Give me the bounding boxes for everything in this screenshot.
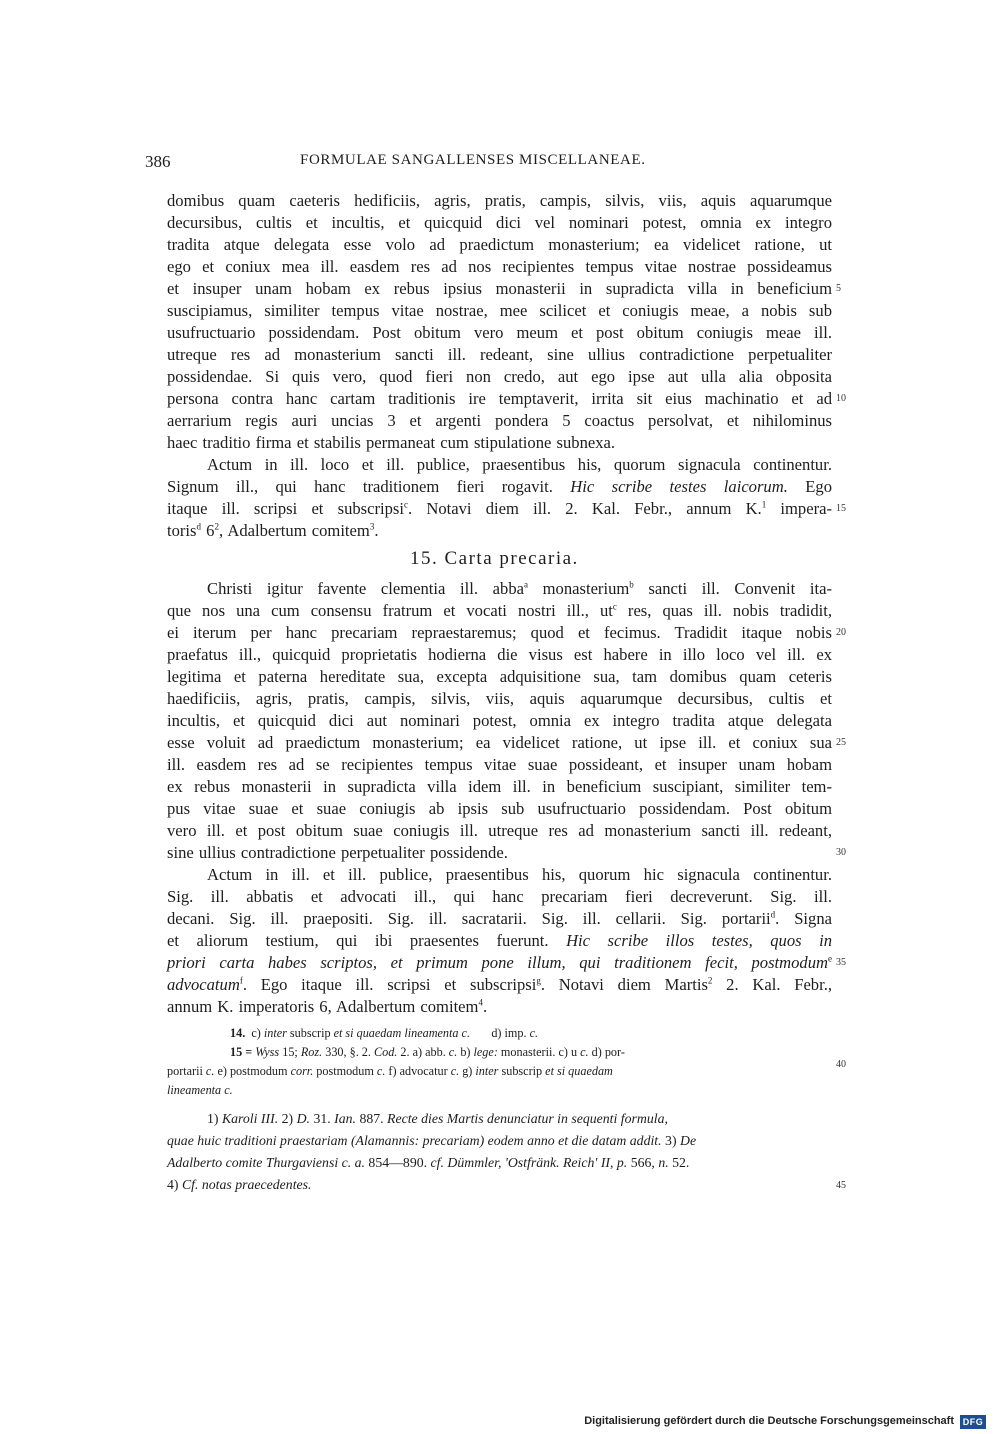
text-line: que nos una cum consensu fratrum et vocati nostri ill., $ut^c$ res, quas ill. nobis tradidit, bbox=[167, 601, 832, 620]
actum-line: toris$^d$ $6^2$, Adalbertum comitem$^3$. bbox=[167, 521, 379, 540]
text-line: decursibus, cultis et incultis, et quicquid dici vel nominari potest, omnia ex integro bbox=[167, 213, 832, 232]
text-line: praefatus ill., quicquid proprietatis hodierna die visus est habere in illo loco vel ill. ex bbox=[167, 645, 832, 664]
text-line: utreque res ad monasterium sancti ill. redeant, sine ullius contradictione perpetualiter bbox=[167, 345, 832, 364]
text-line: incultis, et quicquid dici aut nominari potest, omnia ex integro tradita atque delegata bbox=[167, 711, 832, 730]
line-number: 30 bbox=[836, 847, 846, 858]
text-line: ex rebus monasterii in supradicta villa idem ill. in beneficium suscipiant, similiter tem- bbox=[167, 777, 832, 796]
footnote-line: 4) Cf. notas praecedentes. bbox=[167, 1177, 312, 1192]
text-line: ill. easdem res ad se recipientes tempus vitae suae possideant, et insuper unam hobam bbox=[167, 755, 832, 774]
page-number: 386 bbox=[145, 152, 171, 171]
dfg-logo-icon: DFG bbox=[960, 1415, 986, 1429]
text-line: persona contra hanc cartam traditionis ire temptaverit, irrita sit eius machinatio et ad bbox=[167, 389, 832, 408]
text-line: et insuper unam hobam ex rebus ipsius monasterii in supradicta villa in beneficium bbox=[167, 279, 832, 298]
line-number: 20 bbox=[836, 627, 846, 638]
text-line: domibus quam caeteris hedificiis, agris, pratis, campis, silvis, viis, aquis aquarumque bbox=[167, 191, 832, 210]
actum-line: Signum ill., qui hanc traditionem fieri rogavit. Hic scribe testes laicorum. Ego bbox=[167, 477, 832, 496]
text-line: possidendae. Si quis vero, quod fieri non credo, aut ego ipse aut ulla alia obposita bbox=[167, 367, 832, 386]
text-line: sine ullius contradictione perpetualiter possidende. bbox=[167, 843, 508, 862]
footnote-line: 1) Karoli III. 2) D. 31. Ian. 887. Recte dies Martis denunciatur in sequenti formula, bbox=[207, 1111, 668, 1126]
text-line: haec traditio firma et stabilis permaneat cum stipulatione subnexa. bbox=[167, 433, 616, 452]
text-line: ei iterum per hanc precariam repraestaremus; quod et fecimus. Tradidit itaque nobis bbox=[167, 623, 832, 642]
section-title: 15. Carta precaria. bbox=[410, 548, 579, 569]
actum-line: decani. Sig. ill. praepositi. Sig. ill. sacratarii. Sig. ill. cellarii. Sig. portarii$^d$. Signa bbox=[167, 909, 832, 928]
line-number: 45 bbox=[836, 1180, 846, 1191]
line-number: 10 bbox=[836, 393, 846, 404]
italic-instruction: Hic scribe testes laicorum. bbox=[570, 477, 788, 496]
text-line: usufructuario possidendam. Post obitum vero meum et post obitum coniugis meae ill. bbox=[167, 323, 832, 342]
line-number: 15 bbox=[836, 503, 846, 514]
text-line: Christi igitur favente clementia ill. abba$^a$ monasterium$^b$ sancti ill. Convenit ita- bbox=[207, 579, 832, 598]
text-line: haedificiis, agris, pratis, campis, silvis, viis, aquis aquarumque decursibus, cultis et bbox=[167, 689, 832, 708]
text-line: vero ill. et post obitum suae coniugis ill. utreque res ad monasterium sancti ill. redeant, bbox=[167, 821, 832, 840]
apparatus-line: 14. c) inter subscrip et si quaedam lineamenta c. d) imp. c. bbox=[230, 1026, 539, 1040]
footnote-line: Adalberto comite Thurgaviensi c. a. 854—890. cf. Dümmler, 'Ostfränk. Reich' II, p. 566, n. 52. bbox=[167, 1155, 690, 1170]
actum-line: Actum in ill. et ill. publice, praesentibus his, quorum hic signacula continentur. bbox=[207, 865, 832, 884]
text-line: pus vitae suae et suae coniugis ab ipsis sub usufructuario possidendam. Post obitum bbox=[167, 799, 832, 818]
funding-note bbox=[584, 1412, 992, 1432]
funding-text: Digitalisierung gefördert durch die Deutsche Forschungsgemeinschaft bbox=[584, 1415, 954, 1427]
footnote-line: quae huic traditioni praestariam (Alamannis: precariam) eodem anno et die datam addit. 3) De bbox=[167, 1133, 697, 1148]
line-number: 40 bbox=[836, 1059, 846, 1070]
text-line: suscipiamus, similiter tempus vitae nostrae, mee scilicet et coniugis meae, a nobis sub bbox=[167, 301, 832, 320]
running-title: FORMULAE SANGALLENSES MISCELLANEAE. bbox=[300, 152, 646, 168]
actum-line: advocatum$^f$. Ego itaque ill. scripsi et subscripsi$^g$. Notavi diem Martis$^2$ 2. Kal. Febr., bbox=[167, 975, 833, 994]
actum-line: Sig. ill. abbatis et advocati ill., qui hanc precariam fieri decreverunt. Sig. ill. bbox=[167, 887, 832, 906]
text-line: ego et coniux mea ill. easdem res ad nos recipientes tempus vitae nostrae possideamus bbox=[167, 257, 832, 276]
text-line: esse voluit ad praedictum monasterium; ea videlicet ratione, ut ipse ill. et coniux sua bbox=[167, 733, 832, 752]
apparatus-line: 15 = Wyss 15; Roz. 330, §. 2. Cod. 2. a) abb. c. b) lege: monasterii. c) u c. d) por- bbox=[230, 1045, 625, 1059]
line-number: 35 bbox=[836, 957, 846, 968]
actum-line: et aliorum testium, qui ibi praesentes fuerunt. Hic scribe illos testes, quos in bbox=[167, 931, 833, 950]
apparatus-line: portarii c. e) postmodum corr. postmodum c. f) advocatur c. g) inter subscrip et si quaedam bbox=[167, 1064, 613, 1078]
actum-line: annum K. imperatoris 6, Adalbertum comitem$^4$. bbox=[167, 997, 488, 1016]
actum-line: itaque ill. scripsi et subscripsi$^c$. Notavi diem ill. 2. Kal. Febr., annum K.$^1$ impera- bbox=[167, 499, 832, 518]
text-line: legitima et paterna hereditate sua, excepta adquisitione sua, tam domibus quam ceteris bbox=[167, 667, 832, 686]
line-number: 5 bbox=[836, 283, 841, 294]
line-number: 25 bbox=[836, 737, 846, 748]
text-line: tradita atque delegata esse volo ad praedictum monasterium; ea videlicet ratione, ut bbox=[167, 235, 832, 254]
actum-line: Actum in ill. loco et ill. publice, praesentibus his, quorum signacula continentur. bbox=[207, 455, 832, 474]
apparatus-line: lineamenta c. bbox=[167, 1083, 233, 1097]
actum-line: priori carta habes scriptos, et primum pone illum, qui traditionem fecit, postmodum$^e$ bbox=[167, 953, 832, 972]
text-line: aerrarium regis auri uncias 3 et argenti pondera 5 coactus persolvat, et nihilominus bbox=[167, 411, 832, 430]
